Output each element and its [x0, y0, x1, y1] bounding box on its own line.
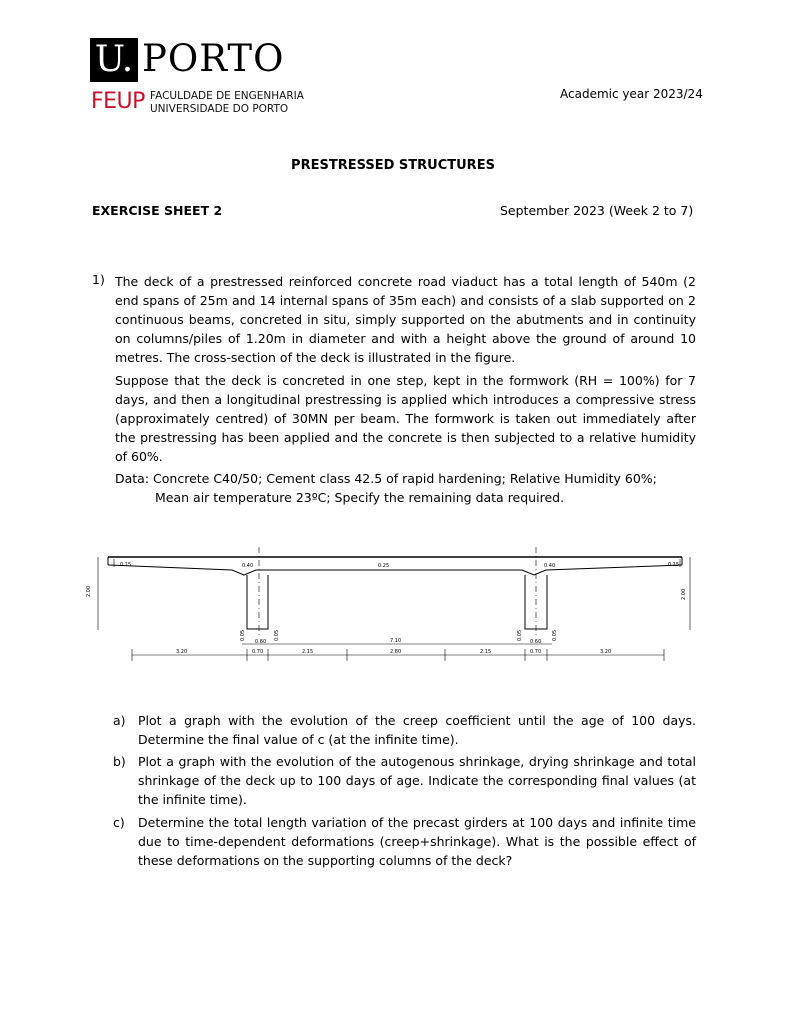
data-line-1: Data: Concrete C40/50; Cement class 42.5 of rapid hardening; Relative Humidity 60%; — [115, 471, 657, 486]
uporto-logo-text: PORTO — [142, 37, 285, 80]
dim-top-right: 0.40 — [544, 563, 556, 569]
data-line-2: Mean air temperature 23ºC; Specify the remaining data required. — [155, 490, 565, 505]
dim-bottom-4: 2.80 — [390, 649, 402, 655]
subquestion-a-text: Plot a graph with the evolution of the creep coefficient until the age of 100 days. Determine the final value of c (at the infinite time). — [138, 713, 696, 747]
question-number: 1) — [92, 272, 105, 287]
subquestion-c-text: Determine the total length variation of the precast girders at 100 days and infinite time due to time-dependent deformations (creep+shrinkage). What is the possible effect of these deformations on the supporting columns of the deck? — [138, 815, 696, 868]
dim-height-left: 2.00 — [86, 585, 92, 597]
question-data — [115, 469, 696, 507]
dim-top-centre: 0.25 — [378, 563, 390, 569]
dim-bottom-3: 2.15 — [302, 649, 314, 655]
feup-logo: FEUP — [91, 89, 145, 114]
dim-bottom-6: 0.70 — [530, 649, 542, 655]
dim-bottom-2: 0.70 — [252, 649, 264, 655]
question-paragraph-1: The deck of a prestressed reinforced concrete road viaduct has a total length of 540m (2 end spans of 25m and 14 internal spans of 35m each) and consists of a slab supported on 2 continuous beams, concreted in situ, simply supported on the abutments and in continuity on columns/piles of 1.20m in diameter and with a height above the ground of around 10 metres. The cross-section of the deck is illustrated in the figure. — [115, 274, 696, 365]
faculty-line-1: FACULDADE DE ENGENHARIA — [150, 90, 304, 102]
sheet-date: September 2023 (Week 2 to 7) — [500, 203, 694, 218]
subquestion-c-label: c) — [113, 815, 125, 830]
document-title: PRESTRESSED STRUCTURES — [291, 158, 495, 173]
dim-bottom-5: 2.15 — [480, 649, 492, 655]
dim-small-4: 0.05 — [552, 629, 558, 641]
deck-cross-section-figure — [86, 545, 702, 665]
subquestion-b-label: b) — [113, 754, 126, 769]
dim-small-3: 0.05 — [517, 629, 523, 641]
dim-bottom-1: 3.20 — [176, 649, 188, 655]
dim-height-right: 2.00 — [681, 588, 687, 600]
dim-small-1: 0.05 — [240, 629, 246, 641]
faculty-line-2: UNIVERSIDADE DO PORTO — [150, 103, 289, 115]
exercise-sheet-label: EXERCISE SHEET 2 — [92, 203, 223, 218]
subquestion-a-label: a) — [113, 713, 126, 728]
dim-top-left: 0.40 — [242, 563, 254, 569]
dim-mid-centre: 7.10 — [390, 638, 402, 644]
dim-small-2: 0.05 — [274, 629, 280, 641]
academic-year: Academic year 2023/24 — [560, 87, 703, 101]
dim-edge-right: 0.15 — [668, 562, 680, 568]
dim-mid-left: 0.60 — [255, 639, 267, 645]
faculty-name — [150, 90, 304, 116]
uporto-logo-mark: U. — [90, 38, 138, 82]
dim-edge-left: 0.15 — [120, 562, 132, 568]
dim-mid-right: 0.60 — [530, 639, 542, 645]
dim-bottom-7: 3.20 — [600, 649, 612, 655]
subquestion-b-text: Plot a graph with the evolution of the autogenous shrinkage, drying shrinkage and total shrinkage of the deck up to 100 days of age. Indicate the corresponding final values (at the infinite time). — [138, 754, 696, 807]
question-paragraph-2: Suppose that the deck is concreted in one step, kept in the formwork (RH = 100%) for 7 days, and then a longitudinal prestressing is applied which introduces a compressive stress (approximately centred) of 30MN per beam. The formwork is taken out immediately after the prestressing has been applied and the concrete is then subjected to a relative humidity of 60%. — [115, 373, 696, 464]
